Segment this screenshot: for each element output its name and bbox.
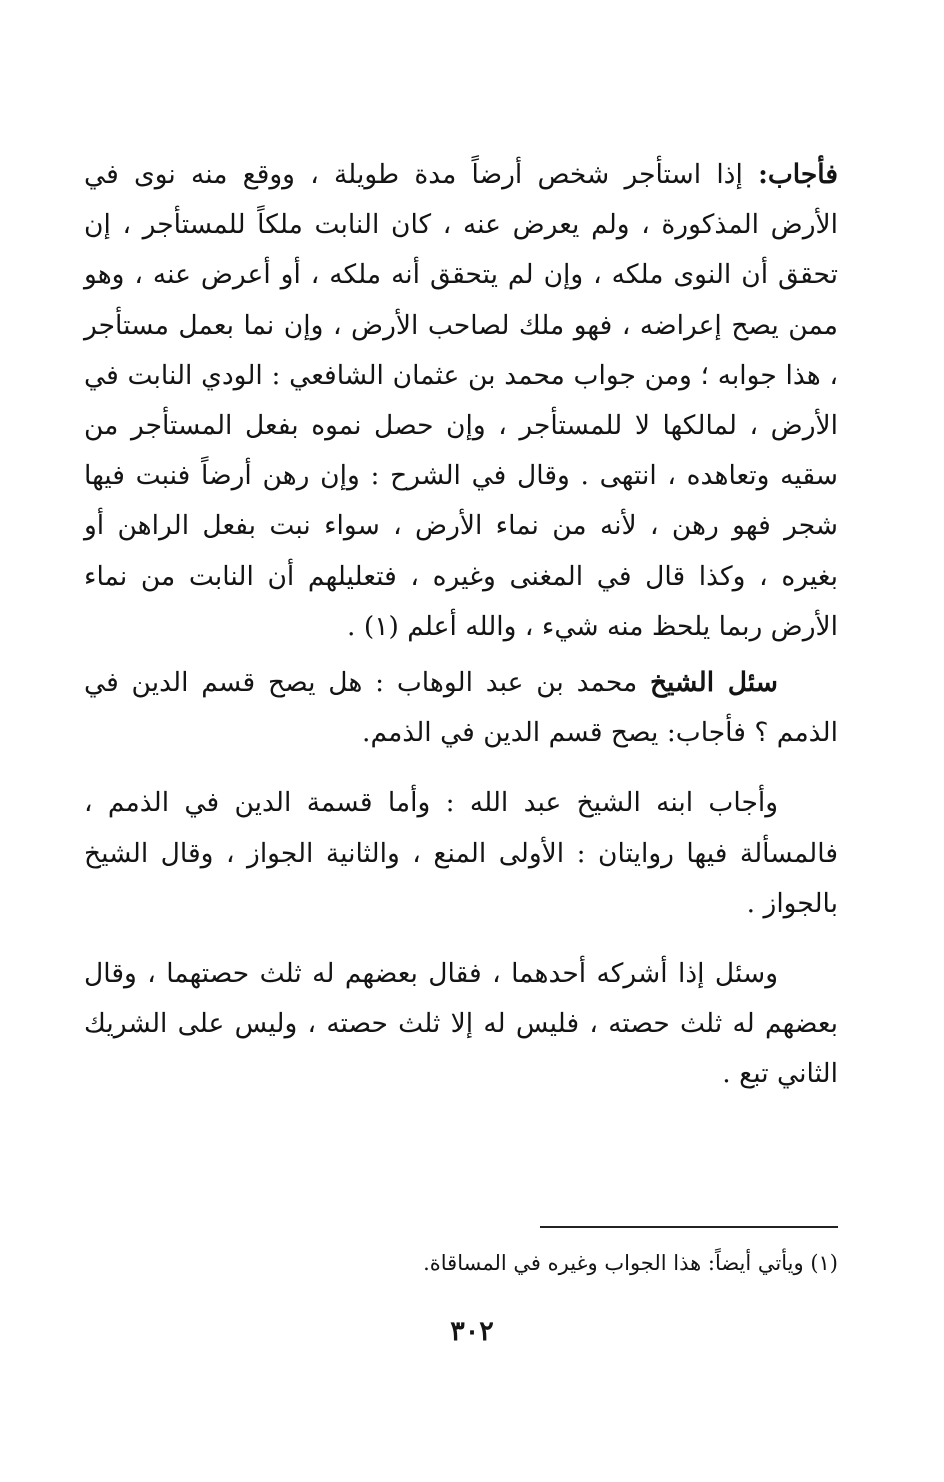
- paragraph-2: [84, 658, 838, 758]
- footnote-divider: [540, 1226, 838, 1228]
- footnote: (١) ويأتي أيضاً: هذا الجواب وغيره في المساقاة.: [423, 1251, 838, 1275]
- paragraph-4: [84, 949, 838, 1100]
- paragraph-text: محمد بن عبد الوهاب : هل يصح قسم الدين في الذمم ؟ فأجاب: يصح قسم الدين في الذمم.: [84, 667, 838, 749]
- paragraph-text: وسئل إذا أشركه أحدهما ، فقال بعضهم له ثلث حصتهما ، وقال بعضهم له ثلث حصته ، فليس له إلا ثلث حصته ، وليس على الشريك الثاني تبع .: [84, 958, 838, 1090]
- paragraph-text: إذا استأجر شخص أرضاً مدة طويلة ، ووقع منه نوى في الأرض المذكورة ، ولم يعرض عنه ، كان النابت ملكاً للمستأجر ، إن تحقق أن النوى ملكه ، وإن لم يتحقق أنه ملكه ، أو أعرض عنه ، وهو ممن يصح إعراضه ، فهو ملك لصاحب الأرض ، وإن نما بعمل مستأجر ، هذا جوابه ؛ ومن جواب محمد بن عثمان الشافعي : الودي النابت في الأرض ، لمالكها لا للمستأجر ، وإن حصل نموه بفعل المستأجر من سقيه وتعاهده ، انتهى . وقال في الشرح : وإن رهن أرضاً فنبت فيها شجر فهو رهن ، لأنه من نماء الأرض ، سواء نبت بفعل الراهن أو بغيره ، وكذا قال في المغنى وغيره ، فتعليلهم أن النابت من نماء الأرض ربما يلحظ منه شيء ، والله أعلم (١) .: [84, 159, 838, 642]
- page-body: [84, 150, 838, 1100]
- paragraph-text: وأجاب ابنه الشيخ عبد الله : وأما قسمة الدين في الذمم ، فالمسألة فيها روايتان : الأولى المنع ، والثانية الجواز ، وقال الشيخ بالجواز .: [84, 787, 838, 919]
- paragraph-lead: فأجاب:: [758, 159, 838, 190]
- page-number: ٣٠٢: [450, 1316, 494, 1347]
- paragraph-lead: سئل الشيخ: [649, 667, 778, 699]
- paragraph-3: [84, 778, 838, 929]
- paragraph-1: [84, 150, 838, 652]
